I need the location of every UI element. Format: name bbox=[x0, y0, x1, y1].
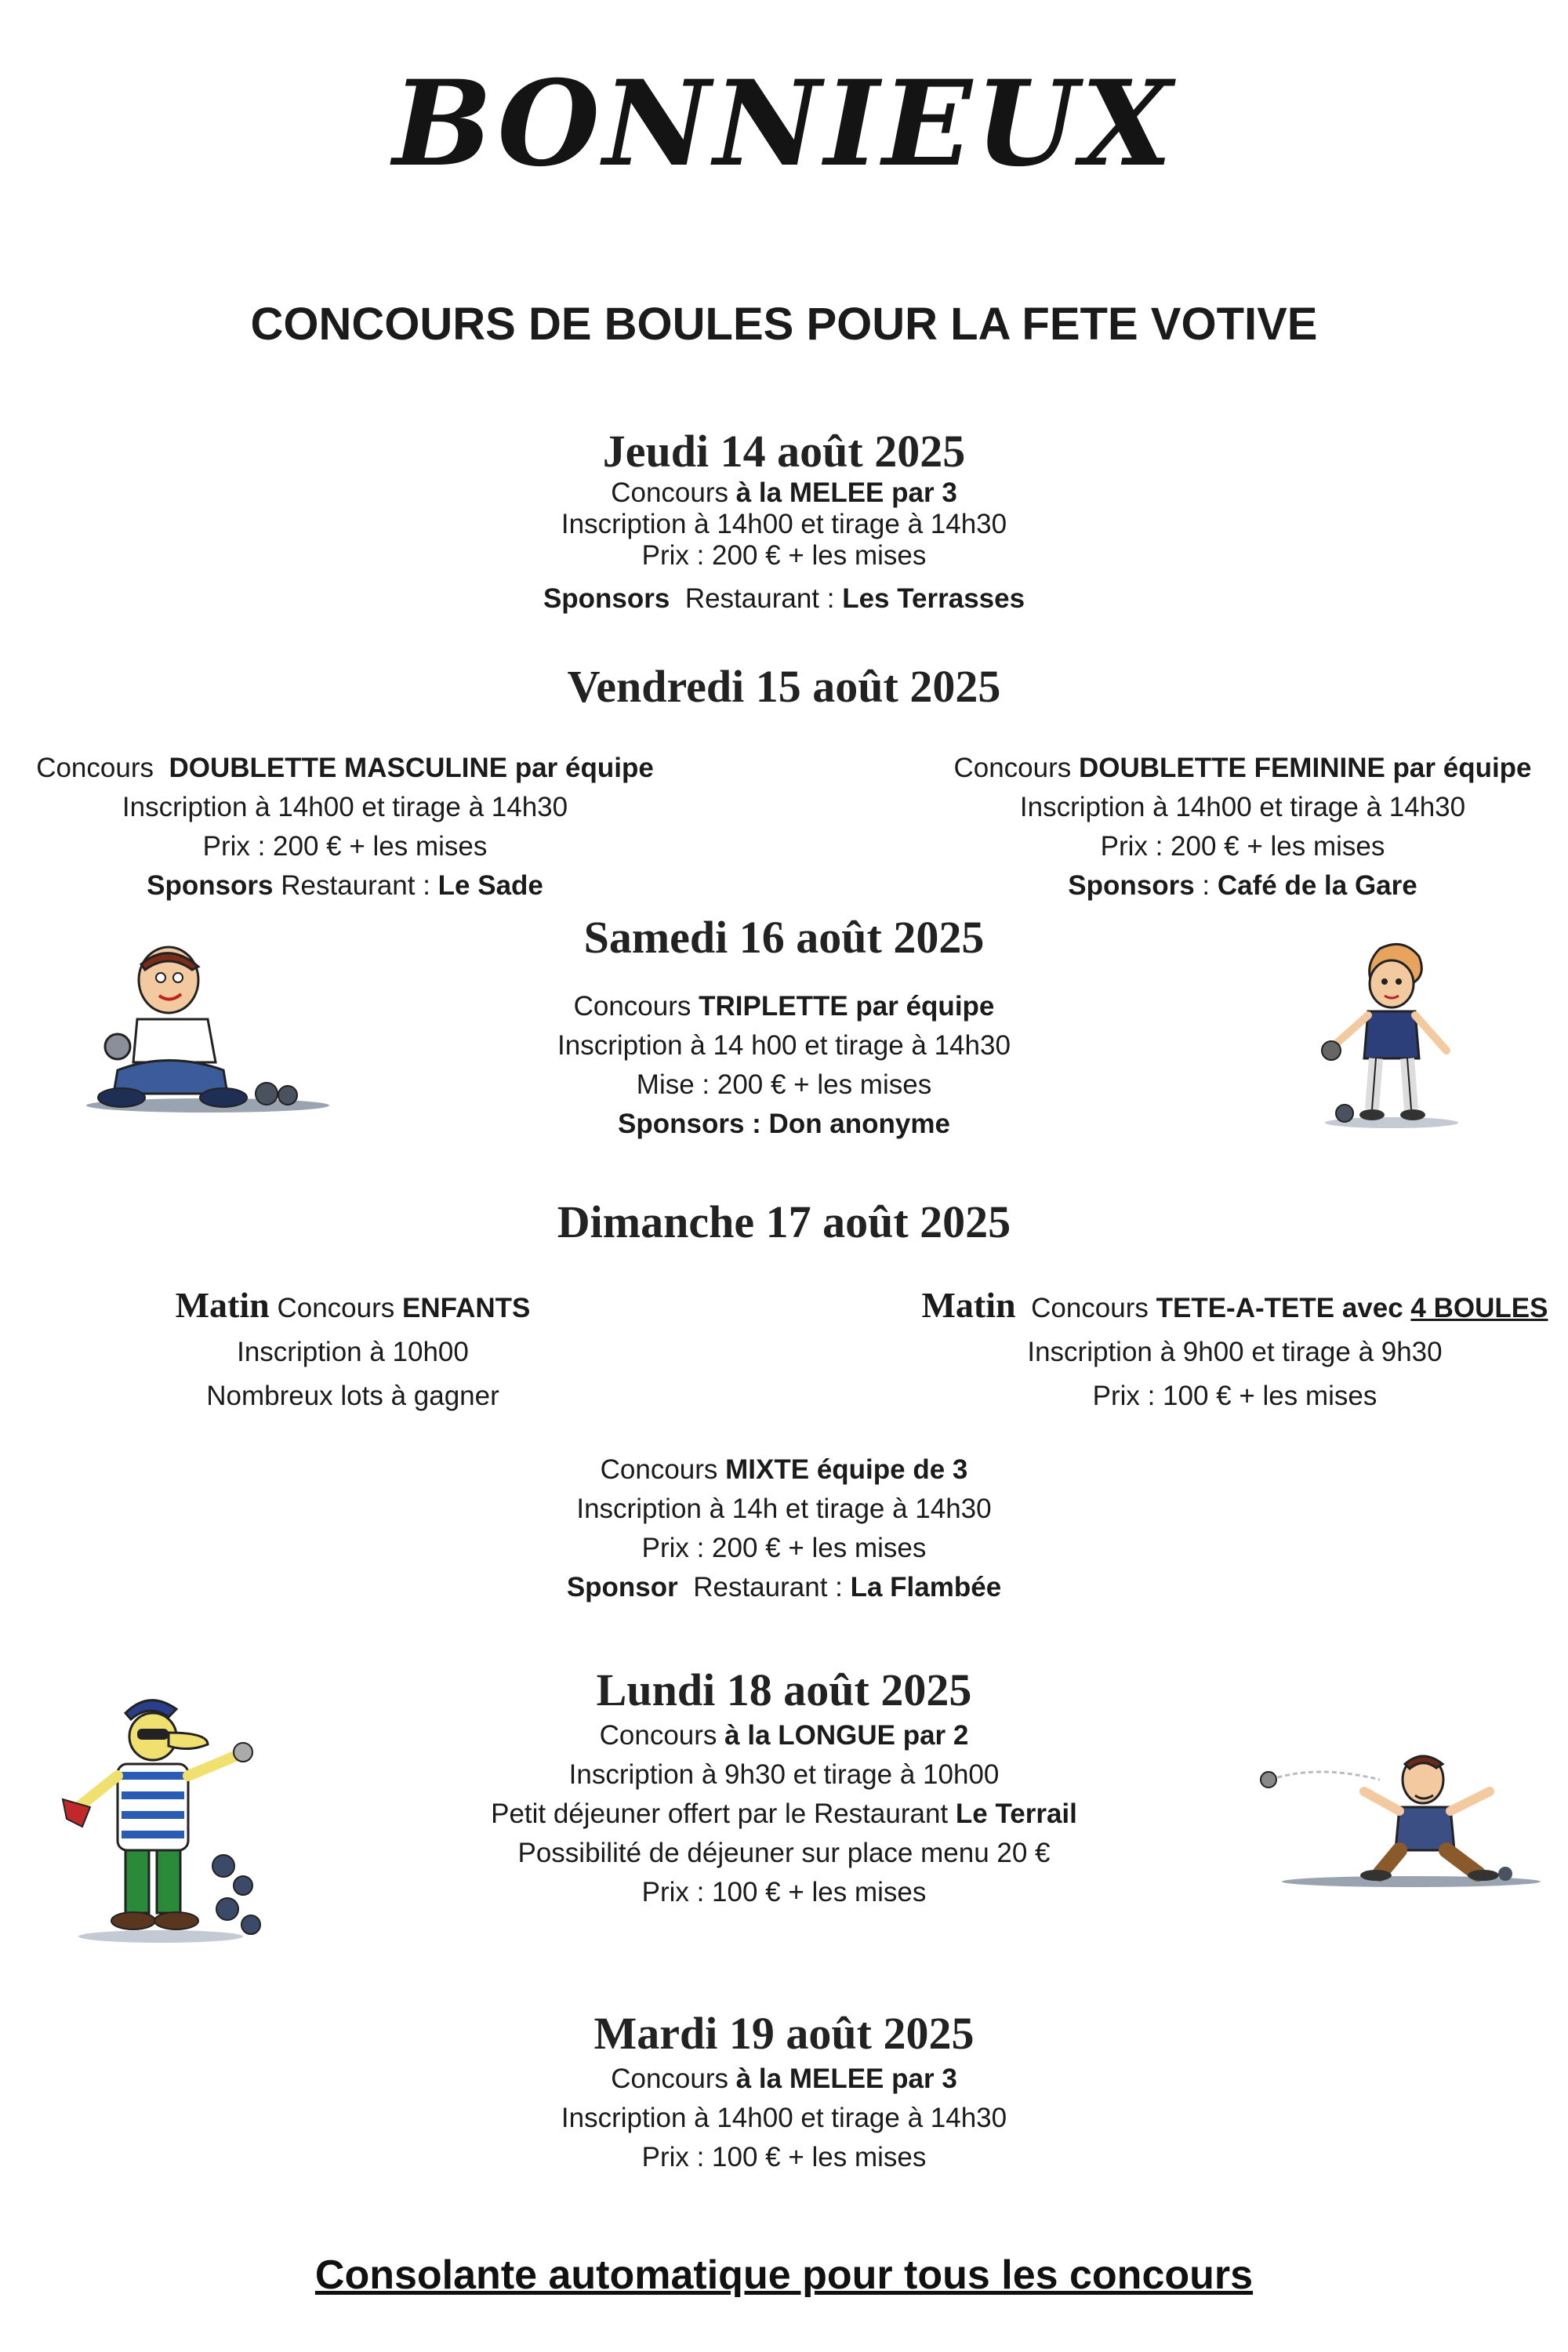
section-jeudi bbox=[392, 425, 1176, 619]
day-heading-vendredi: Vendredi 15 août 2025 bbox=[567, 661, 1001, 712]
player-throwing-icon bbox=[1254, 1748, 1544, 1889]
registration-line: Inscription à 10h00 bbox=[237, 1337, 469, 1367]
registration-line: Inscription à 9h30 et tirage à 10h00 bbox=[568, 1759, 1000, 1790]
lots-line: Nombreux lots à gagner bbox=[206, 1381, 499, 1411]
sponsor-line: Sponsors Restaurant : Les Terrasses bbox=[543, 583, 1025, 614]
page-title: BONNIEUX bbox=[392, 55, 1176, 193]
day-heading-dimanche: Dimanche 17 août 2025 bbox=[557, 1196, 1011, 1247]
boy-player-crouching-icon bbox=[74, 945, 333, 1125]
prize-line: Prix : 200 € + les mises bbox=[641, 1533, 927, 1563]
sponsor-line: Sponsor Restaurant : La Flambée bbox=[566, 1572, 1002, 1602]
registration-line: Inscription à 9h00 et tirage à 9h30 bbox=[1027, 1337, 1443, 1367]
striped-player-pointing-icon bbox=[59, 1690, 278, 1948]
prize-line: Mise : 200 € + les mises bbox=[636, 1069, 932, 1100]
registration-line: Inscription à 14h00 et tirage à 14h30 bbox=[561, 509, 1007, 539]
contest-line: Concours à la MELEE par 3 bbox=[611, 477, 957, 508]
prize-line: Prix : 200 € + les mises bbox=[1100, 831, 1385, 862]
contest-line: Concours à la LONGUE par 2 bbox=[599, 1720, 969, 1751]
prize-line: Prix : 100 € + les mises bbox=[641, 2142, 927, 2172]
sponsor-line: Sponsors Restaurant : Le Sade bbox=[147, 870, 543, 901]
prize-line: Prix : 200 € + les mises bbox=[202, 831, 488, 862]
section-mardi bbox=[392, 2007, 1176, 2177]
registration-line: Inscription à 14h et tirage à 14h30 bbox=[576, 1494, 992, 1524]
page-subtitle: CONCOURS DE BOULES POUR LA FETE VOTIVE bbox=[250, 299, 1318, 350]
sponsor-line: Sponsors : Don anonyme bbox=[618, 1109, 950, 1139]
footer-note: Consolante automatique pour tous les concours bbox=[314, 2252, 1254, 2298]
day-heading: Samedi 16 août 2025 bbox=[583, 912, 985, 963]
girl-player-icon bbox=[1309, 941, 1466, 1133]
section-lundi bbox=[353, 1664, 1215, 1912]
section-samedi bbox=[392, 911, 1176, 1144]
contest-line: Concours TRIPLETTE par équipe bbox=[573, 991, 995, 1022]
registration-line: Inscription à 14h00 et tirage à 14h30 bbox=[1019, 792, 1466, 822]
section-vendredi-right bbox=[921, 749, 1564, 906]
prize-line: Prix : 100 € + les mises bbox=[1092, 1381, 1377, 1411]
day-heading: Mardi 19 août 2025 bbox=[593, 2008, 975, 2059]
contest-line: Concours à la MELEE par 3 bbox=[611, 2063, 957, 2094]
prize-line: Prix : 100 € + les mises bbox=[641, 1877, 927, 1907]
day-heading: Jeudi 14 août 2025 bbox=[602, 426, 966, 477]
registration-line: Inscription à 14 h00 et tirage à 14h30 bbox=[557, 1030, 1011, 1061]
section-dimanche-right bbox=[902, 1286, 1568, 1416]
contest-line: Matin Concours ENFANTS bbox=[175, 1285, 531, 1325]
registration-line: Inscription à 14h00 et tirage à 14h30 bbox=[561, 2103, 1007, 2133]
section-dimanche-mixte bbox=[392, 1450, 1176, 1607]
section-dimanche-left bbox=[78, 1286, 627, 1416]
contest-line: Concours DOUBLETTE FEMININE par équipe bbox=[953, 753, 1532, 783]
section-vendredi-left bbox=[24, 749, 666, 906]
breakfast-line: Petit déjeuner offert par le Restaurant Le Terrail bbox=[491, 1798, 1077, 1829]
day-heading: Lundi 18 août 2025 bbox=[596, 1664, 972, 1715]
contest-line: Concours MIXTE équipe de 3 bbox=[600, 1454, 968, 1485]
sponsor-line: Sponsors : Café de la Gare bbox=[1068, 870, 1417, 901]
lunch-line: Possibilité de déjeuner sur place menu 20 € bbox=[517, 1838, 1051, 1868]
contest-line: Matin Concours TETE-A-TETE avec 4 BOULES bbox=[921, 1285, 1548, 1325]
contest-line: Concours DOUBLETTE MASCULINE par équipe bbox=[36, 753, 654, 783]
registration-line: Inscription à 14h00 et tirage à 14h30 bbox=[122, 792, 568, 822]
prize-line: Prix : 200 € + les mises bbox=[641, 540, 927, 571]
